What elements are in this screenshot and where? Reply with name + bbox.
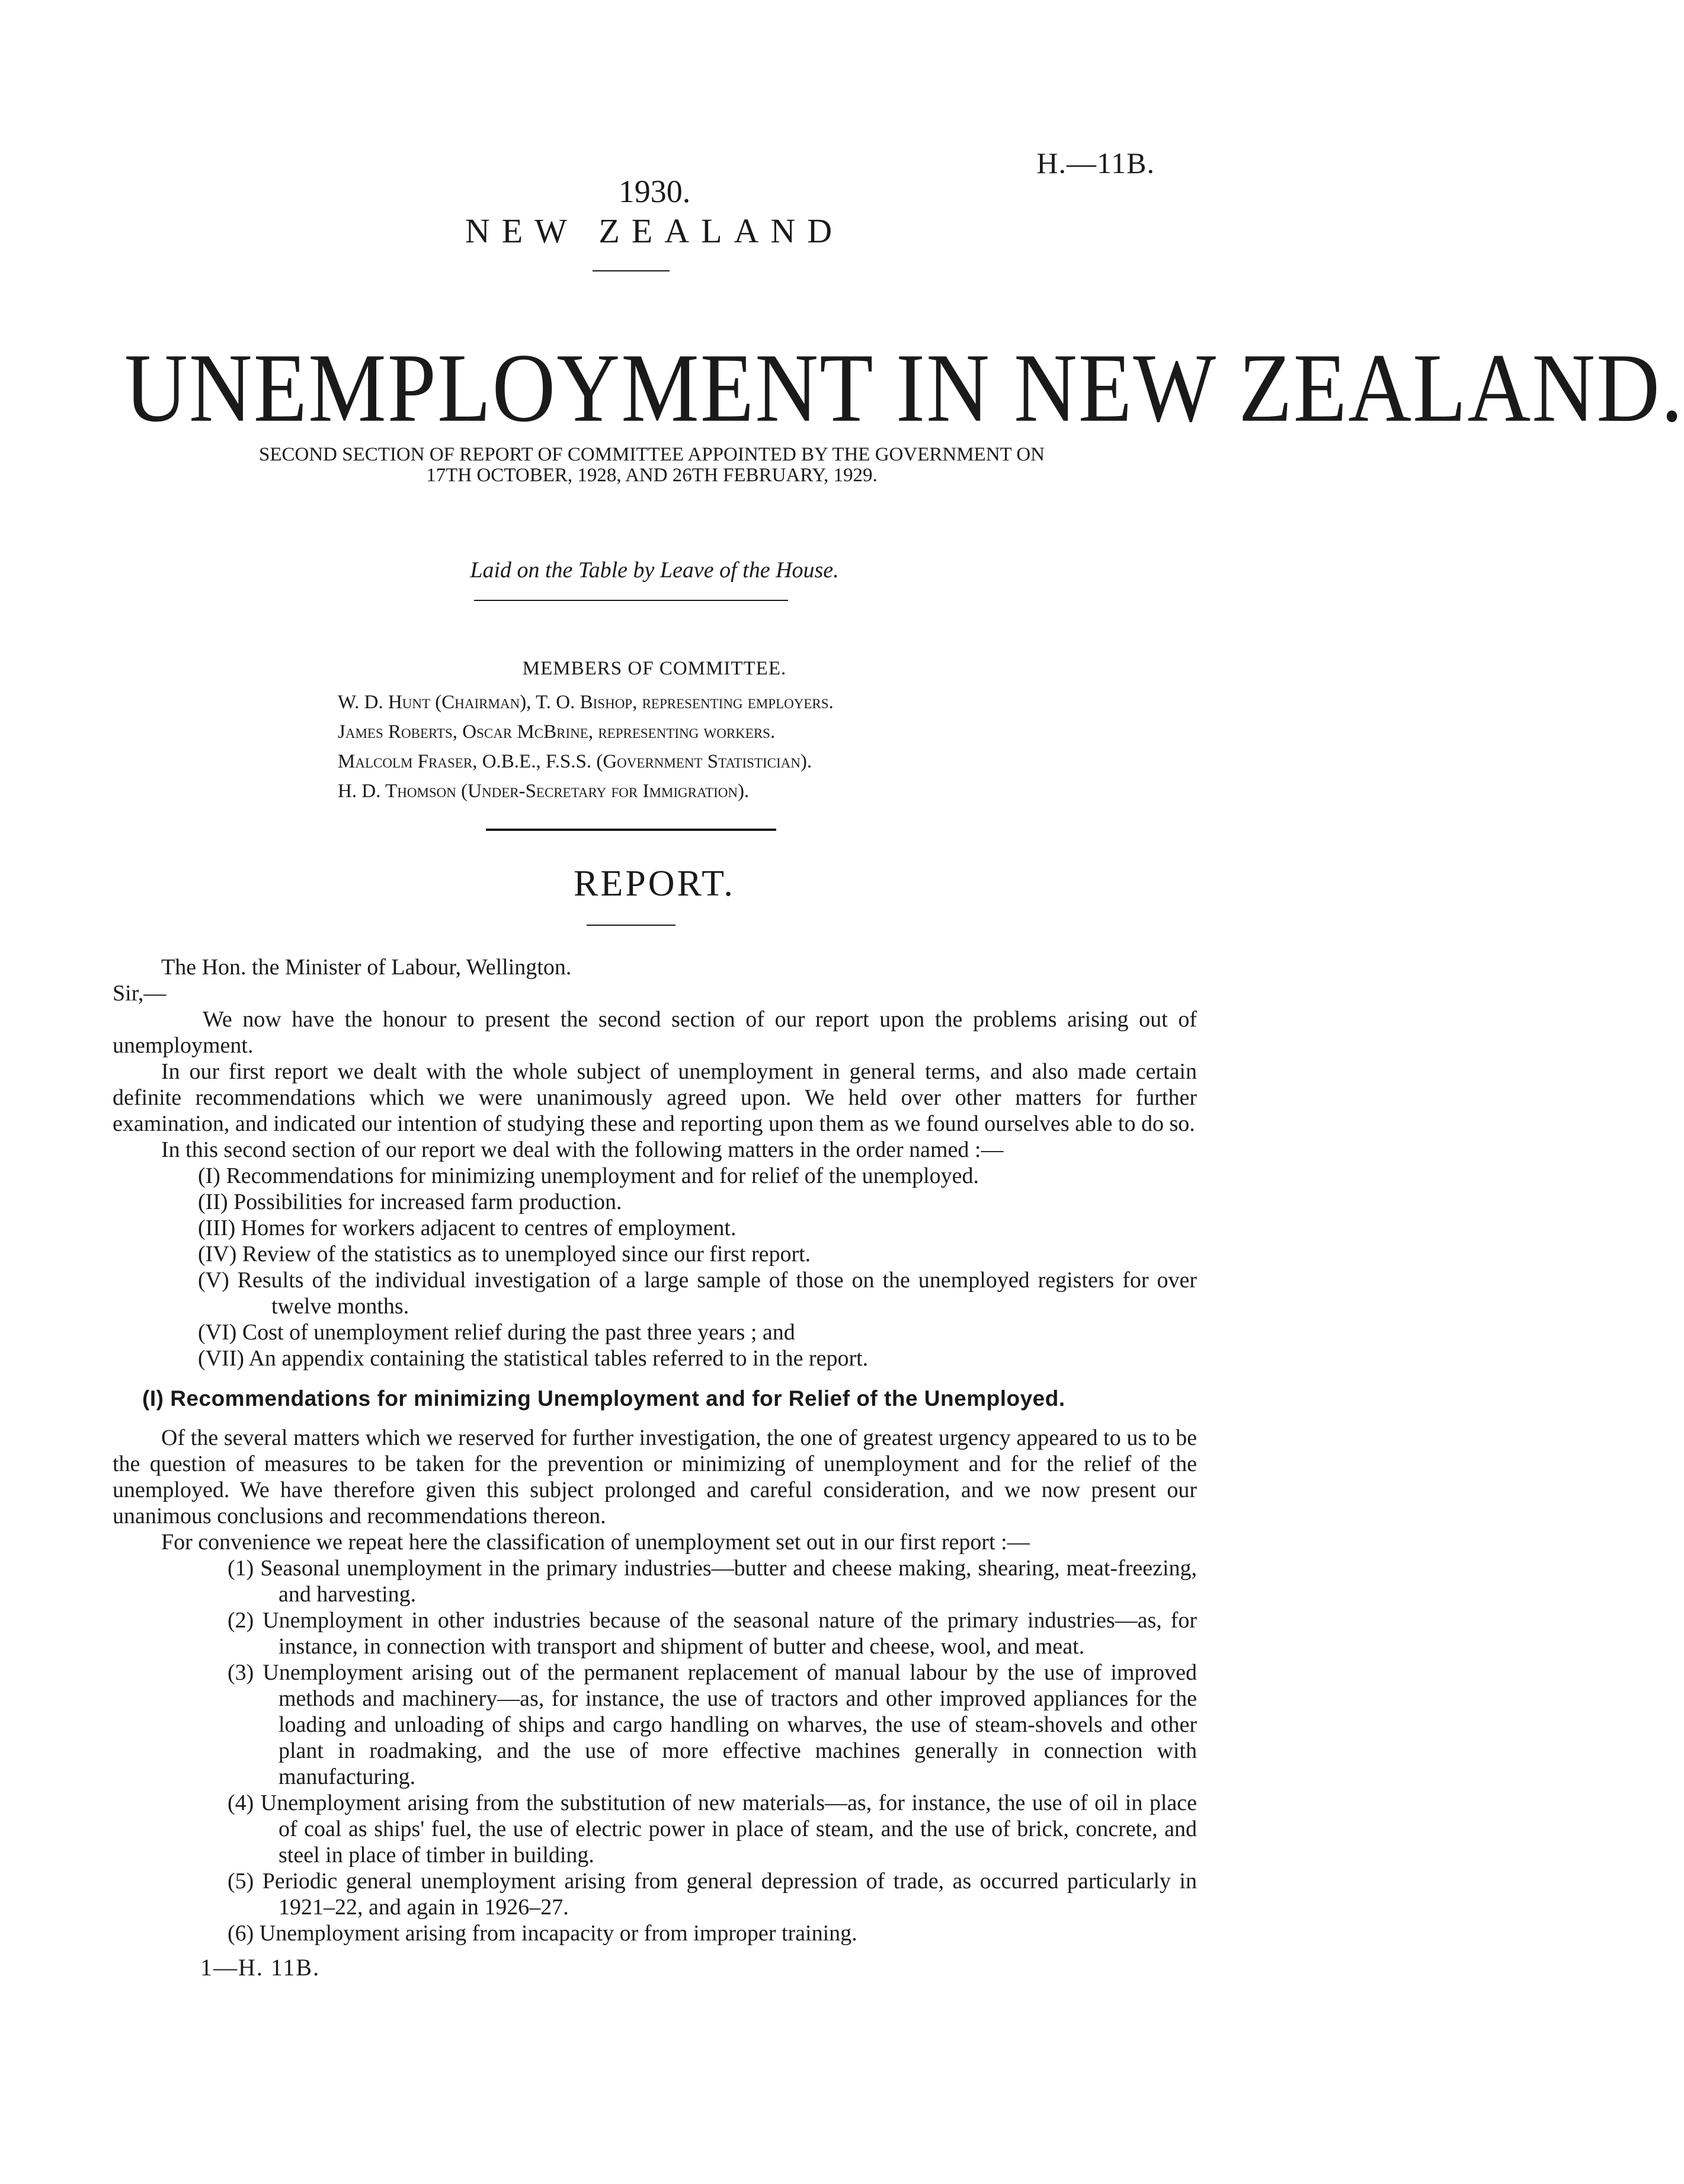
laid-on-table-note: Laid on the Table by Leave of the House. [470, 558, 839, 583]
member-line: Malcolm Fraser, O.B.E., F.S.S. (Government Statistician). [338, 751, 812, 772]
member-line: James Roberts, Oscar McBrine, representing workers. [338, 721, 776, 743]
report-body [113, 954, 1197, 1981]
contents-item: (VII) An appendix containing the statistical tables referred to in the report. [198, 1346, 869, 1371]
classification-item: (6) Unemployment arising from incapacity or from improper training. [228, 1921, 857, 1946]
contents-item: (V) Results of the individual investigation of a large sample of those on the unemployed registers for over twelve months. [198, 1268, 1197, 1319]
subtitle-line-1: SECOND SECTION OF REPORT OF COMMITTEE APPOINTED BY THE GOVERNMENT ON [258, 444, 1045, 465]
divider-rule-thick [486, 829, 776, 831]
member-line: H. D. Thomson (Under-Secretary for Immigration). [338, 781, 750, 802]
contents-item: (VI) Cost of unemployment relief during the past three years ; and [198, 1320, 795, 1345]
section-heading: (I) Recommendations for minimizing Unemployment and for Relief of the Unemployed. [142, 1386, 1065, 1411]
report-heading: REPORT. [574, 864, 735, 904]
contents-item: (IV) Review of the statistics as to unemployed since our first report. [198, 1242, 811, 1267]
members-list [338, 688, 834, 806]
addressee: The Hon. the Minister of Labour, Wellington. [161, 955, 572, 980]
divider-rule [587, 925, 675, 926]
divider-rule [474, 600, 788, 601]
document-reference: H.—11B. [1036, 146, 1155, 180]
main-title: UNEMPLOYMENT IN NEW ZEALAND. [124, 334, 1684, 443]
subtitle-line-2: 17TH OCTOBER, 1928, AND 26TH FEBRUARY, 1929. [426, 464, 878, 486]
paragraph: We now have the honour to present the second section of our report upon the problems arising out of unemployment. [113, 1007, 1197, 1058]
paragraph: In our first report we dealt with the whole subject of unemployment in general terms, and also made certain definite recommendations which we were unanimously agreed upon. We held over other matters for further examination, and indicated our intention of studying these and reporting upon them as we found ourselves able to do so. [113, 1059, 1197, 1136]
subtitle [148, 445, 1155, 485]
classification-item: (1) Seasonal unemployment in the primary industries—butter and cheese making, shearing, meat-freezing, and harvesting. [228, 1556, 1197, 1607]
divider-rule [593, 270, 670, 271]
document-year: 1930. [618, 174, 691, 209]
salutation: Sir,— [113, 981, 167, 1006]
members-heading: MEMBERS OF COMMITTEE. [522, 658, 787, 679]
classification-item: (2) Unemployment in other industries because of the seasonal nature of the primary industries—as, for instance, in connection with transport and shipment of butter and cheese, wool, and meat. [228, 1608, 1197, 1659]
classification-item: (4) Unemployment arising from the substitution of new materials—as, for instance, the use of oil in place of coal as ships' fuel, the use of electric power in place of steam, and the use of brick, concrete, and steel in place of timber in building. [228, 1790, 1197, 1868]
classification-item: (5) Periodic general unemployment arising from general depression of trade, as occurred particularly in 1921–22, and again in 1926–27. [228, 1869, 1197, 1920]
contents-item: (II) Possibilities for increased farm production. [198, 1189, 622, 1214]
paragraph: For convenience we repeat here the classification of unemployment set out in our first report :— [161, 1530, 1030, 1555]
contents-item: (I) Recommendations for minimizing unemployment and for relief of the unemployed. [198, 1163, 979, 1188]
page-signature: 1—H. 11B. [200, 1954, 321, 1981]
member-line: W. D. Hunt (Chairman), T. O. Bishop, representing employers. [338, 692, 834, 713]
paragraph: Of the several matters which we reserved for further investigation, the one of greatest urgency appeared to us to be the question of measures to be taken for the prevention or minimizing of unemployment and for the relief of the unemployed. We have therefore given this subject prolonged and careful consideration, and we now present our unanimous conclusions and recommendations thereon. [113, 1425, 1197, 1529]
country-heading: NEW ZEALAND [465, 212, 844, 250]
paragraph: In this second section of our report we deal with the following matters in the order named :— [161, 1137, 1004, 1162]
classification-item: (3) Unemployment arising out of the permanent replacement of manual labour by the use of improved methods and machinery—as, for instance, the use of tractors and other improved appliances for the loading and unloading of ships and cargo handling on wharves, the use of steam-shovels and other plant in roadmaking, and the use of more effective machines generally in connection with manufacturing. [228, 1660, 1197, 1789]
contents-item: (III) Homes for workers adjacent to centres of employment. [198, 1216, 737, 1240]
